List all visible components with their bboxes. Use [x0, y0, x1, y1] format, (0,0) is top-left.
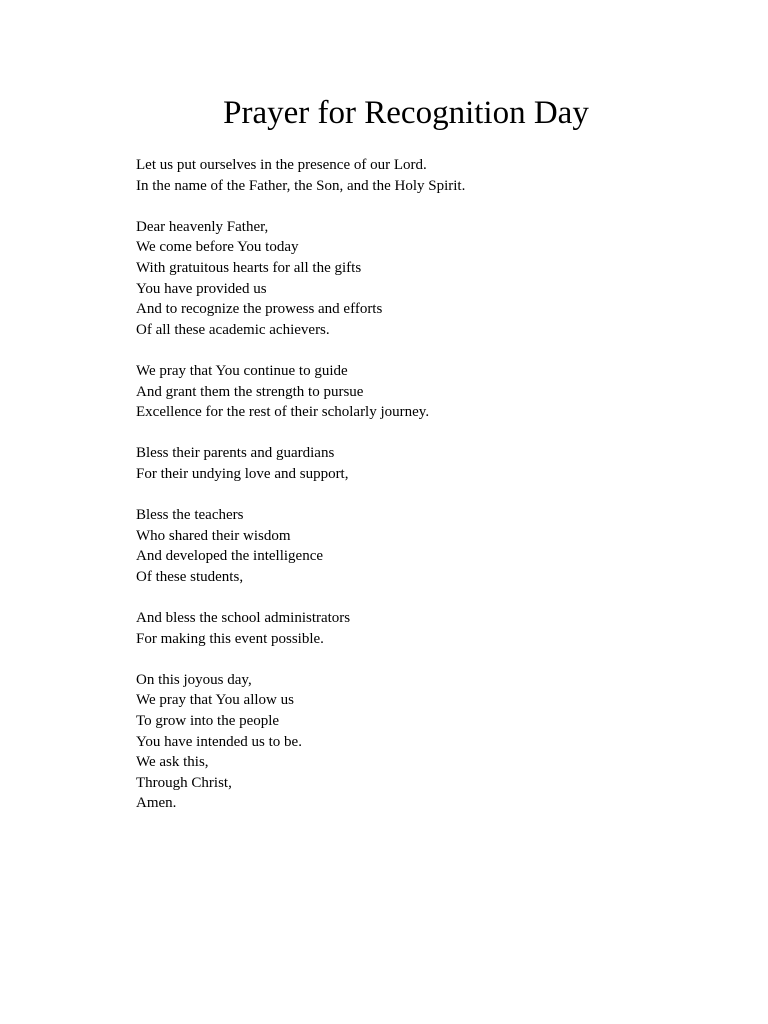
- prayer-line: With gratuitous hearts for all the gifts: [136, 259, 362, 276]
- prayer-line: We come before You today: [136, 239, 299, 256]
- prayer-line: For making this event possible.: [136, 630, 324, 647]
- prayer-line: We pray that You allow us: [136, 692, 294, 709]
- prayer-line: Of these students,: [136, 568, 244, 585]
- stanza-1: [136, 155, 736, 196]
- prayer-line: Excellence for the rest of their scholarly journey.: [136, 404, 430, 421]
- prayer-line: And to recognize the prowess and efforts: [136, 301, 383, 318]
- prayer-line: To grow into the people: [136, 713, 280, 730]
- stanza-5: [136, 505, 736, 587]
- prayer-line: Let us put ourselves in the presence of our Lord.: [136, 157, 427, 173]
- prayer-line: Bless the teachers: [136, 507, 244, 524]
- prayer-line: And bless the school administrators: [136, 610, 351, 627]
- prayer-line: You have provided us: [136, 280, 267, 297]
- stanza-6: [136, 608, 736, 649]
- prayer-line: Through Christ,: [136, 774, 232, 791]
- prayer-line: And developed the intelligence: [136, 548, 324, 565]
- stanza-4: [136, 443, 736, 484]
- prayer-line: Dear heavenly Father,: [136, 218, 269, 235]
- prayer-line: Amen.: [136, 795, 177, 812]
- prayer-line: We pray that You continue to guide: [136, 362, 348, 379]
- prayer-line: You have intended us to be.: [136, 733, 302, 750]
- document-title: Prayer for Recognition Day: [223, 95, 589, 131]
- prayer-body: [136, 155, 736, 835]
- prayer-line: On this joyous day,: [136, 671, 252, 688]
- prayer-line: And grant them the strength to pursue: [136, 383, 364, 400]
- prayer-line: Bless their parents and guardians: [136, 445, 335, 462]
- prayer-line: Of all these academic achievers.: [136, 321, 330, 338]
- stanza-3: [136, 361, 736, 423]
- stanza-7: [136, 670, 736, 814]
- stanza-2: [136, 217, 736, 341]
- prayer-line: In the name of the Father, the Son, and the Holy Spirit.: [136, 177, 466, 194]
- prayer-line: We ask this,: [136, 754, 209, 771]
- prayer-line: For their undying love and support,: [136, 465, 349, 482]
- prayer-line: Who shared their wisdom: [136, 527, 291, 544]
